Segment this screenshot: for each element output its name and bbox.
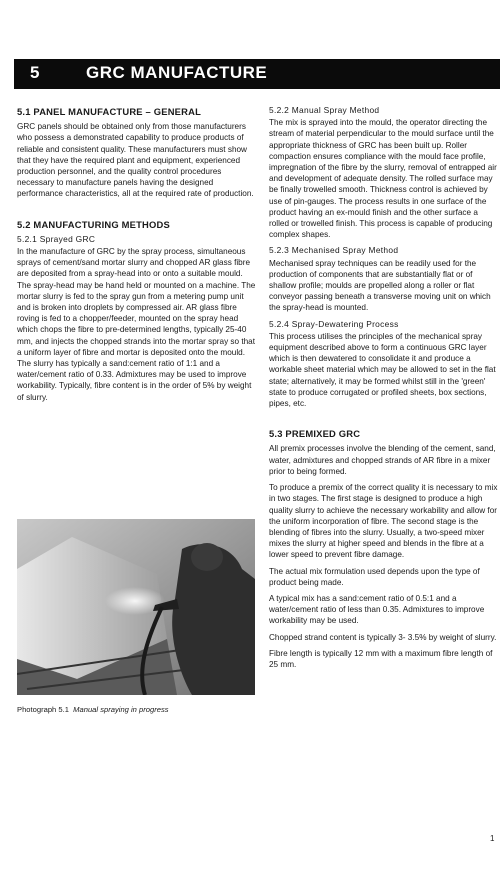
- heading-5-2-1: 5.2.1 Sprayed GRC: [17, 233, 96, 244]
- heading-5-2-3: 5.2.3 Mechanised Spray Method: [269, 245, 399, 256]
- heading-5-2: 5.2 MANUFACTURING METHODS: [17, 218, 170, 230]
- paragraph-5-3-c: The actual mix formulation used depends upon the type of product being made.: [269, 566, 480, 587]
- paragraph-5-2-4: This process utilises the principles of the mechanical spray equipment described above to form a continuous GRC layer which is then dewatered to consolidate it and produce a workable sheet material which may be allowed to set in the flat state; alternatively, it may be formed whilst still in the 'green' state to produce corrugated or profiled sheets, box sections, pipes, etc.: [269, 331, 496, 409]
- caption-text: Manual spraying in progress: [73, 705, 169, 714]
- paragraph-5-1: GRC panels should be obtained only from those manufacturers who possess a demonstrated capability to produce products of reliable and consistent quality. These manufacturers must show that they have the required plant and equipment, experienced production personnel, and the quality control procedures necessary to manufacture panels having the designed performance characteristics, all at the required rate of production.: [17, 122, 254, 199]
- paragraph-5-2-3: Mechanised spray techniques can be readily used for the production of components that are substantially flat or of shallow profile; moulds are propelled along a roller or flat conveyor passing beneath a transverse moving unit on which the spray-head is mounted.: [269, 258, 491, 313]
- photo-caption: [17, 705, 169, 714]
- photograph-manual-spraying: [17, 519, 255, 695]
- paragraph-5-3-d: A typical mix has a sand:cement ratio of 0.5:1 and a water/cement ratio of less than 0.35. Admixtures to improve workability may be used.: [269, 593, 485, 626]
- left-column: [17, 103, 256, 408]
- paragraph-5-3-a: All premix processes involve the blending of the cement, sand, water, admixtures and chopped strands of AR fibre in a mixer prior to being formed.: [269, 444, 496, 476]
- section-number: 5: [30, 63, 40, 82]
- section-banner: [14, 59, 500, 89]
- paragraph-5-3-b: To produce a premix of the correct quality it is necessary to mix in two stages. The first stage is designed to produce a high quality slurry to achieve the necessary workability and allow for the uniform incorporation of fibre. The second stage is the blending of fibres into the slurry. Usually, a two-speed mixer mixes the slurry at higher speed and blends in the fibre at a lower speed to prevent fibre damage.: [269, 483, 498, 560]
- paragraph-5-2-1: In the manufacture of GRC by the spray process, simultaneous sprays of cement/sand mortar slurry and chopped AR glass fibre are deposited from a spray-head into or onto a suitable mould. The spray-head may be hand held or mounted on a machine. The mortar slurry is fed to the spray gun from a metering pump unit and is broken into droplets by compressed air. AR glass fibre roving is fed to a chopper/feeder, mounted on the spray head which chops the fibre to pre-determined lengths, typically 25-40 mm, and injects the chopped strands into the mortar spray so that a uniform layer of fibre and mortar is deposited onto the mould. The slurry has typically a sand:cement ratio of 1:1 and a water/cement ratio of 0.33. Admixtures may be used to improve workability. Typically, fibre content is in the order of 5% by weight of slurry.: [17, 247, 256, 402]
- section-title: GRC MANUFACTURE: [86, 63, 268, 82]
- paragraph-5-2-2: The mix is sprayed into the mould, the operator directing the stream of material perpendicular to the mould surface until the appropriate thickness of GRC has been built up. Roller compaction ensures compliance with the mould face profile, impregnation of the fibre by the slurry, removal of entrapped air and development of adequate density. The rolled surface may be finally trowelled smooth. Thickness control is achieved by use of pin-gauges. The process results in one surface of the product having an ex-mould finish and the other surface a rolled or trowelled finish. This process is capable of producing complex shapes.: [269, 118, 497, 240]
- heading-5-2-2: 5.2.2 Manual Spray Method: [269, 105, 380, 115]
- heading-5-1: 5.1 PANEL MANUFACTURE – GENERAL: [17, 106, 201, 117]
- photo-image: [17, 519, 255, 695]
- caption-label: Photograph 5.1: [17, 705, 69, 714]
- page-number: 1: [490, 834, 495, 843]
- right-column: [269, 103, 500, 675]
- paragraph-5-3-e: Chopped strand content is typically 3- 3.5% by weight of slurry.: [269, 632, 497, 642]
- paragraph-5-3-f: Fibre length is typically 12 mm with a maximum fibre length of 25 mm.: [269, 648, 493, 669]
- heading-5-2-4: 5.2.4 Spray-Dewatering Process: [269, 318, 399, 329]
- heading-5-3: 5.3 PREMIXED GRC: [269, 428, 361, 440]
